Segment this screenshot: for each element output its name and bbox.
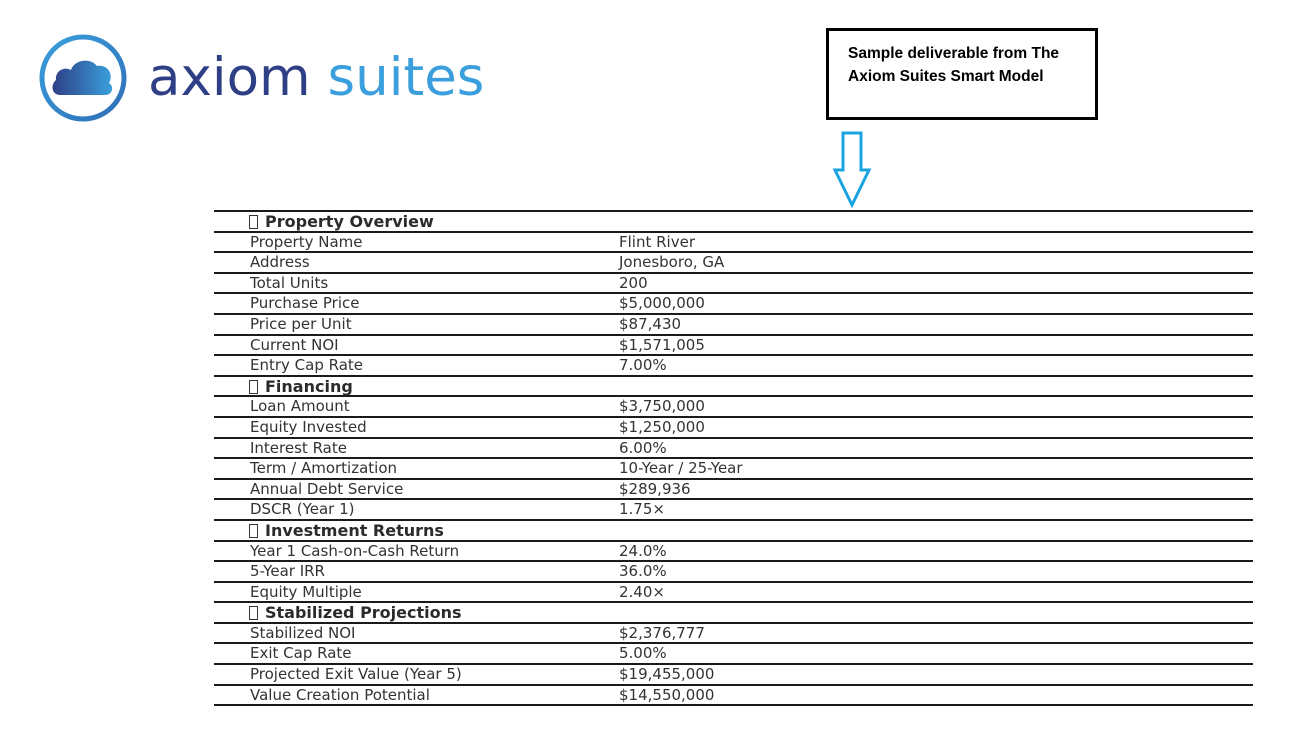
row-value: $19,455,000 [619,665,715,684]
section-title-text: Investment Returns [265,520,444,540]
row-label: Projected Exit Value (Year 5) [250,665,462,684]
section-title-text: Financing [265,376,353,396]
row-label: Stabilized NOI [250,623,356,642]
table-row [214,665,1253,686]
row-label: DSCR (Year 1) [250,500,355,519]
table-row [214,459,1253,480]
row-value: 200 [619,273,648,292]
row-label: Price per Unit [250,314,352,333]
row-label: Loan Amount [250,397,350,416]
table-row [214,418,1253,439]
logo-wordmark [148,43,484,113]
row-value: 36.0% [619,562,667,581]
section-title [249,212,434,231]
section-header [214,521,1253,542]
row-label: Value Creation Potential [250,685,430,704]
row-label: Interest Rate [250,438,347,457]
table-row [214,315,1253,336]
callout-text: Sample deliverable from The Axiom Suites Smart Model [848,45,1060,85]
row-value: $1,250,000 [619,417,705,436]
row-label: Address [250,253,310,272]
row-value: $14,550,000 [619,685,715,704]
row-label: Current NOI [250,335,339,354]
table-row [214,294,1253,315]
table-row [214,397,1253,418]
section-title [249,377,353,396]
row-value: $1,571,005 [619,335,705,354]
row-value: $289,936 [619,479,691,498]
row-value: $5,000,000 [619,294,705,313]
logo-word-suites: suites [327,47,485,108]
table-row [214,253,1253,274]
missing-glyph-icon [249,215,258,229]
row-value: Jonesboro, GA [619,253,725,272]
table-row [214,233,1253,254]
logo-word-axiom: axiom [148,47,311,108]
row-label: Year 1 Cash-on-Cash Return [250,541,460,560]
row-label: Exit Cap Rate [250,644,352,663]
section-header [214,212,1253,233]
section-header [214,603,1253,624]
row-value: 2.40× [619,582,665,601]
row-value: 5.00% [619,644,667,663]
table-row [214,686,1253,707]
section-title [249,603,462,622]
row-value: 10-Year / 25-Year [619,459,743,478]
row-value: $87,430 [619,314,682,333]
missing-glyph-icon [249,524,258,538]
row-label: Equity Invested [250,417,367,436]
table-row [214,644,1253,665]
missing-glyph-icon [249,380,258,394]
row-label: Term / Amortization [250,459,398,478]
table-row [214,562,1253,583]
row-value: 6.00% [619,438,667,457]
table-row [214,356,1253,377]
row-label: 5-Year IRR [250,562,325,581]
deal-summary-table [214,210,1253,706]
section-title [249,521,444,540]
row-label: Total Units [250,273,329,292]
table-row [214,624,1253,645]
table-row [214,500,1253,521]
table-row [214,542,1253,563]
row-value: 24.0% [619,541,667,560]
section-title-text: Property Overview [265,212,434,231]
row-label: Entry Cap Rate [250,356,364,375]
row-value: 7.00% [619,356,667,375]
row-value: Flint River [619,232,695,251]
table-row [214,274,1253,295]
table-row [214,439,1253,460]
table-row [214,480,1253,501]
axiom-suites-logo [38,33,485,123]
section-header [214,377,1253,398]
row-label: Equity Multiple [250,582,362,601]
down-arrow-icon [832,130,872,210]
cloud-icon [38,33,128,123]
table-row [214,583,1253,604]
table-row [214,336,1253,357]
row-value: $2,376,777 [619,623,705,642]
callout-box [826,28,1098,120]
row-label: Property Name [250,232,363,251]
row-label: Purchase Price [250,294,360,313]
row-label: Annual Debt Service [250,479,404,498]
row-value: 1.75× [619,500,665,519]
missing-glyph-icon [249,606,258,620]
section-title-text: Stabilized Projections [265,603,462,623]
row-value: $3,750,000 [619,397,705,416]
